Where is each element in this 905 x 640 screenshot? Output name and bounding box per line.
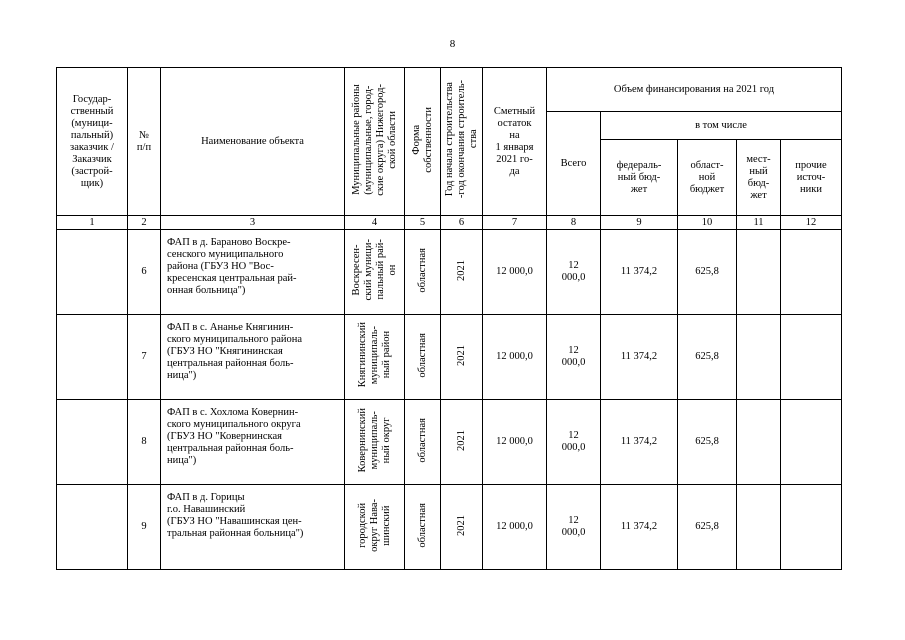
district-text: городской округ Нава- шинский: [356, 498, 392, 552]
cell-total: 12 000,0: [547, 485, 601, 570]
ownership-text: областная: [416, 417, 428, 463]
column-number: 2: [128, 216, 161, 230]
header-estimated-balance: Сметный остаток на 1 января 2021 го- да: [483, 68, 547, 216]
cell-local: [737, 315, 781, 400]
cell-other: [781, 315, 842, 400]
header-customer: Государ- ственный (муници- пальный) заказчик / Заказчик (застрой- щик): [57, 68, 128, 216]
header-total: Всего: [547, 112, 601, 216]
cell-number: 9: [128, 485, 161, 570]
cell-estimated-balance: 12 000,0: [483, 315, 547, 400]
cell-number: 7: [128, 315, 161, 400]
cell-local: [737, 485, 781, 570]
header-years-text: Год начала строительства -год окончания строитель- ства: [443, 80, 479, 199]
cell-federal: 11 374,2: [601, 485, 678, 570]
cell-ownership: [405, 400, 441, 485]
cell-regional: 625,8: [678, 485, 737, 570]
cell-other: [781, 485, 842, 570]
cell-number: 6: [128, 230, 161, 315]
years-text: 2021: [455, 259, 467, 281]
cell-district: [345, 315, 405, 400]
funding-table: [56, 67, 842, 570]
cell-total: 12 000,0: [547, 315, 601, 400]
cell-other: [781, 230, 842, 315]
table-row: [57, 230, 842, 315]
header-local: мест- ный бюд- жет: [737, 140, 781, 216]
ownership-text: областная: [416, 247, 428, 293]
cell-customer: [57, 230, 128, 315]
object-name-text: ФАП в д. Бараново Воскре- сенского муниципального района (ГБУЗ НО "Вос- кресенская центральная рай- онная больница"): [167, 237, 297, 296]
cell-federal: 11 374,2: [601, 400, 678, 485]
cell-estimated-balance: 12 000,0: [483, 400, 547, 485]
cell-object-name: [161, 400, 345, 485]
cell-customer: [57, 315, 128, 400]
cell-local: [737, 230, 781, 315]
cell-ownership: [405, 230, 441, 315]
header-districts-text: Муниципальные районы (муниципальные, город- ские округа) Нижегород- ской области: [350, 83, 398, 196]
cell-object-name: [161, 230, 345, 315]
object-name-text: ФАП в д. Горицы г.о. Навашинский (ГБУЗ НО "Навашинская цен- тральная районная больница"): [167, 492, 304, 539]
cell-years: [441, 485, 483, 570]
cell-years: [441, 230, 483, 315]
page-number: 8: [449, 38, 456, 50]
cell-regional: 625,8: [678, 400, 737, 485]
cell-customer: [57, 400, 128, 485]
table-row: [57, 315, 842, 400]
cell-number: 8: [128, 400, 161, 485]
header-other: прочие источ- ники: [781, 140, 842, 216]
cell-other: [781, 400, 842, 485]
column-number: 12: [781, 216, 842, 230]
cell-years: [441, 400, 483, 485]
cell-total: 12 000,0: [547, 230, 601, 315]
cell-regional: 625,8: [678, 230, 737, 315]
district-text: Ковернинский муниципаль- ный округ: [356, 407, 392, 473]
column-number: 3: [161, 216, 345, 230]
column-number: 8: [547, 216, 601, 230]
header-districts: [345, 68, 405, 216]
header-ownership: [405, 68, 441, 216]
cell-regional: 625,8: [678, 315, 737, 400]
column-number: 10: [678, 216, 737, 230]
column-number: 1: [57, 216, 128, 230]
cell-federal: 11 374,2: [601, 315, 678, 400]
cell-object-name: [161, 315, 345, 400]
object-name-text: ФАП в с. Хохлома Ковернин- ского муниципального округа (ГБУЗ НО "Ковернинская центральная районная боль- ница"): [167, 407, 301, 466]
cell-district: [345, 400, 405, 485]
district-text: Воскресен- ский муници- пальный рай- он: [350, 239, 398, 301]
cell-ownership: [405, 315, 441, 400]
cell-estimated-balance: 12 000,0: [483, 230, 547, 315]
header-federal: федераль- ный бюд- жет: [601, 140, 678, 216]
header-regional: област- ной бюджет: [678, 140, 737, 216]
table-row: [57, 400, 842, 485]
header-funding-volume: Объем финансирования на 2021 год: [547, 68, 842, 112]
ownership-text: областная: [416, 502, 428, 548]
cell-local: [737, 400, 781, 485]
column-number: 9: [601, 216, 678, 230]
cell-federal: 11 374,2: [601, 230, 678, 315]
column-number: 7: [483, 216, 547, 230]
cell-object-name: [161, 485, 345, 570]
column-number: 11: [737, 216, 781, 230]
cell-ownership: [405, 485, 441, 570]
ownership-text: областная: [416, 332, 428, 378]
years-text: 2021: [455, 514, 467, 536]
table-row: [57, 485, 842, 570]
header-object-name: Наименование объекта: [161, 68, 345, 216]
header-years: [441, 68, 483, 216]
column-number: 6: [441, 216, 483, 230]
cell-years: [441, 315, 483, 400]
cell-district: [345, 485, 405, 570]
district-text: Княгининский муниципаль- ный район: [356, 322, 392, 388]
years-text: 2021: [455, 344, 467, 366]
cell-district: [345, 230, 405, 315]
object-name-text: ФАП в с. Ананье Княгинин- ского муниципального района (ГБУЗ НО "Княгининская центральная районная боль- ница"): [167, 322, 303, 381]
column-number-row: [57, 216, 842, 230]
header-ownership-text: Форма собственности: [410, 106, 434, 173]
cell-estimated-balance: 12 000,0: [483, 485, 547, 570]
header-including: в том числе: [601, 112, 842, 140]
column-number: 5: [405, 216, 441, 230]
years-text: 2021: [455, 429, 467, 451]
cell-customer: [57, 485, 128, 570]
header-number: № п/п: [128, 68, 161, 216]
column-number: 4: [345, 216, 405, 230]
cell-total: 12 000,0: [547, 400, 601, 485]
